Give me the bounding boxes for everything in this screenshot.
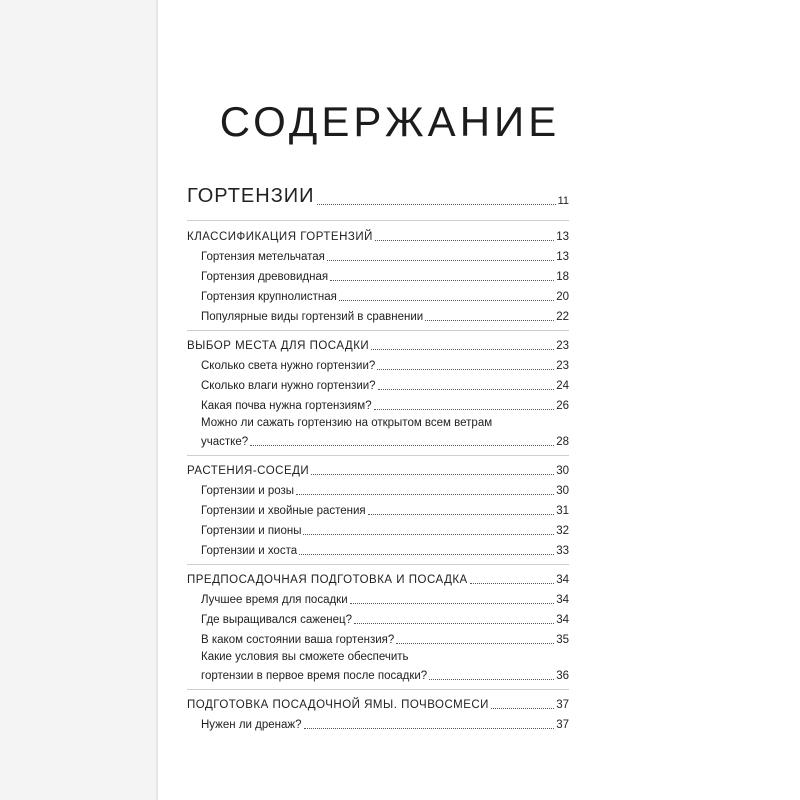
toc-section-entry[interactable] xyxy=(187,461,569,478)
section-label: ПОДГОТОВКА ПОСАДОЧНОЙ ЯМЫ. ПОЧВОСМЕСИ xyxy=(187,699,489,711)
leader-dots xyxy=(491,708,554,709)
leader-dots xyxy=(425,320,554,321)
toc-chapter-entry[interactable] xyxy=(187,182,569,208)
toc-item[interactable] xyxy=(187,665,569,683)
item-page-number: 23 xyxy=(556,360,569,372)
leader-dots xyxy=(396,643,554,644)
item-page-number: 18 xyxy=(556,271,569,283)
item-page-number: 28 xyxy=(556,436,569,448)
item-label: Гортензии и хоста xyxy=(201,545,298,557)
leader-dots xyxy=(368,514,555,515)
table-of-contents xyxy=(187,182,569,732)
section-page-number: 30 xyxy=(556,465,569,477)
section-page-number: 13 xyxy=(556,231,569,243)
toc-section xyxy=(187,330,569,449)
toc-section xyxy=(187,220,569,324)
item-page-number: 35 xyxy=(556,634,569,646)
toc-item[interactable] xyxy=(187,244,569,264)
item-label: Гортензии и хвойные растения xyxy=(201,505,366,517)
item-page-number: 37 xyxy=(556,719,569,731)
toc-item[interactable] xyxy=(187,478,569,498)
toc-section-entry[interactable] xyxy=(187,695,569,712)
item-label: участке? xyxy=(201,436,249,448)
item-label-line1: Можно ли сажать гортензию на открытом всем ветрам xyxy=(201,417,493,429)
section-page-number: 37 xyxy=(556,699,569,711)
item-label: Гортензия древовидная xyxy=(201,271,329,283)
item-page-number: 31 xyxy=(556,505,569,517)
toc-item[interactable] xyxy=(187,712,569,732)
leader-dots xyxy=(470,583,554,584)
item-page-number: 13 xyxy=(556,251,569,263)
leader-dots xyxy=(250,445,554,446)
section-page-number: 23 xyxy=(556,340,569,352)
section-label: КЛАССИФИКАЦИЯ ГОРТЕНЗИЙ xyxy=(187,231,373,243)
item-label: Нужен ли дренаж? xyxy=(201,719,302,731)
chapter-label: ГОРТЕНЗИИ xyxy=(187,185,315,207)
item-label: Гортензии и розы xyxy=(201,485,295,497)
item-label: Где выращивался саженец? xyxy=(201,614,353,626)
page-title: СОДЕРЖАНИЕ xyxy=(219,98,561,145)
item-label: Гортензия метельчатая xyxy=(201,251,325,263)
item-label: Какая почва нужна гортензиям? xyxy=(201,400,372,412)
toc-item[interactable] xyxy=(187,264,569,284)
section-page-number: 34 xyxy=(556,574,569,586)
item-label: Популярные виды гортензий в сравнении xyxy=(201,311,424,323)
leader-dots xyxy=(299,554,554,555)
toc-item[interactable] xyxy=(187,587,569,607)
toc-item[interactable] xyxy=(187,607,569,627)
page-fold xyxy=(156,0,158,800)
toc-item[interactable] xyxy=(187,498,569,518)
toc-section-entry[interactable] xyxy=(187,336,569,353)
section-label: ПРЕДПОСАДОЧНАЯ ПОДГОТОВКА И ПОСАДКА xyxy=(187,574,468,586)
page-gutter xyxy=(0,0,158,800)
toc-item[interactable] xyxy=(187,284,569,304)
item-page-number: 26 xyxy=(556,400,569,412)
toc-item[interactable] xyxy=(187,353,569,373)
leader-dots xyxy=(375,240,554,241)
section-label: РАСТЕНИЯ-СОСЕДИ xyxy=(187,465,310,477)
toc-section-entry[interactable] xyxy=(187,227,569,244)
item-label: Гортензии и пионы xyxy=(201,525,302,537)
leader-dots xyxy=(378,389,555,390)
leader-dots xyxy=(339,300,554,301)
item-label: Гортензия крупнолистная xyxy=(201,291,337,303)
leader-dots xyxy=(304,728,555,729)
leader-dots xyxy=(371,349,554,350)
leader-dots xyxy=(374,409,555,410)
item-page-number: 33 xyxy=(556,545,569,557)
toc-item[interactable] xyxy=(187,304,569,324)
item-page-number: 36 xyxy=(556,670,569,682)
item-label: Лучшее время для посадки xyxy=(201,594,348,606)
item-page-number: 24 xyxy=(556,380,569,392)
item-page-number: 32 xyxy=(556,525,569,537)
item-label: гортензии в первое время после посадки? xyxy=(201,670,428,682)
toc-item[interactable] xyxy=(187,373,569,393)
item-page-number: 34 xyxy=(556,614,569,626)
item-page-number: 20 xyxy=(556,291,569,303)
leader-dots xyxy=(354,623,554,624)
item-page-number: 34 xyxy=(556,594,569,606)
toc-item[interactable] xyxy=(187,518,569,538)
leader-dots xyxy=(317,204,556,205)
toc-item[interactable] xyxy=(187,627,569,647)
leader-dots xyxy=(296,494,554,495)
toc-section xyxy=(187,455,569,558)
leader-dots xyxy=(350,603,555,604)
section-label: ВЫБОР МЕСТА ДЛЯ ПОСАДКИ xyxy=(187,340,370,352)
leader-dots xyxy=(311,474,554,475)
item-label: Сколько света нужно гортензии? xyxy=(201,360,376,372)
toc-section xyxy=(187,564,569,683)
toc-item[interactable] xyxy=(187,393,569,413)
toc-section xyxy=(187,689,569,732)
item-page-number: 22 xyxy=(556,311,569,323)
leader-dots xyxy=(330,280,554,281)
leader-dots xyxy=(303,534,554,535)
item-label: Сколько влаги нужно гортензии? xyxy=(201,380,376,392)
item-label-line1: Какие условия вы сможете обеспечить xyxy=(201,651,409,663)
leader-dots xyxy=(377,369,554,370)
chapter-page-number: 11 xyxy=(557,195,569,207)
leader-dots xyxy=(429,679,554,680)
toc-item[interactable] xyxy=(187,431,569,449)
toc-section-entry[interactable] xyxy=(187,570,569,587)
toc-item[interactable] xyxy=(187,538,569,558)
item-page-number: 30 xyxy=(556,485,569,497)
item-label: В каком состоянии ваша гортензия? xyxy=(201,634,395,646)
leader-dots xyxy=(327,260,554,261)
